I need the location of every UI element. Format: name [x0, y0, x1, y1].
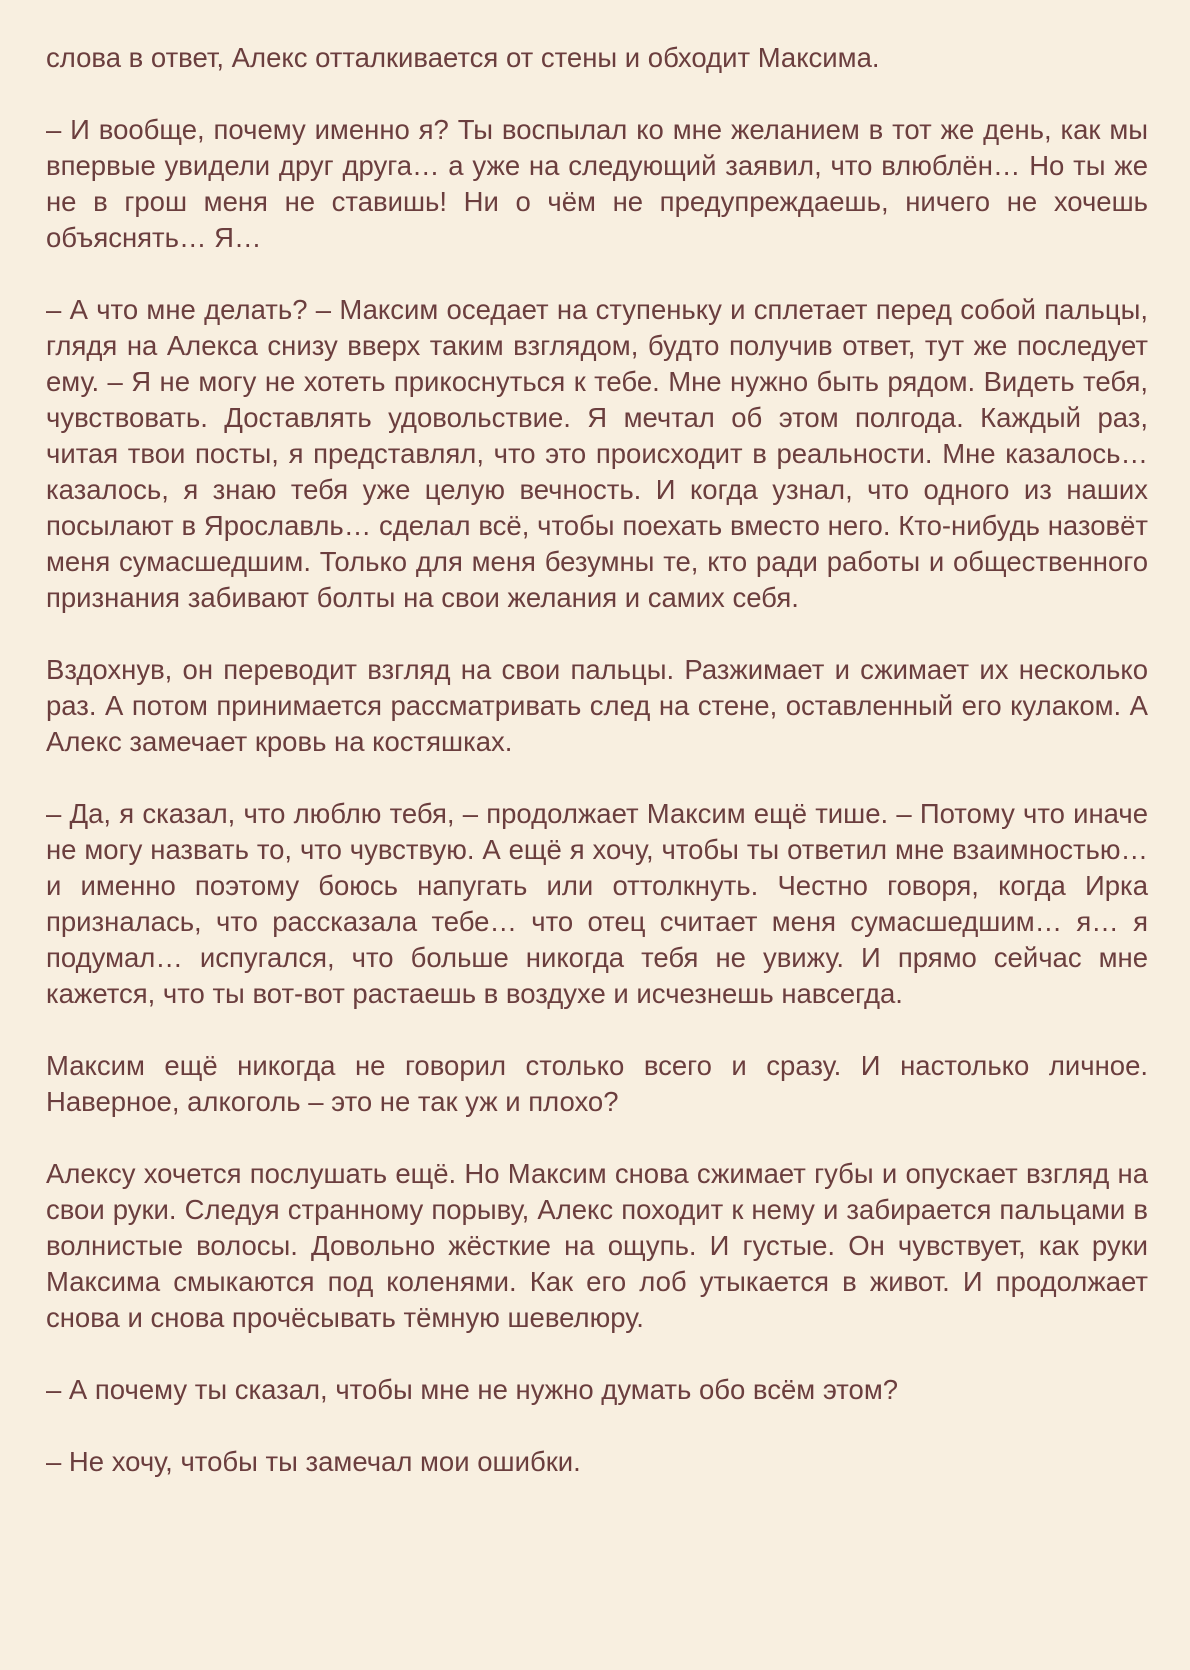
paragraph-4: Вздохнув, он переводит взгляд на свои пальцы. Разжимает и сжимает их несколько раз. А потом принимается рассматривать след на стене, оставленный его кулаком. А Алекс замечает кровь на костяшках.: [46, 654, 1148, 757]
paragraph-1: слова в ответ, Алекс отталкивается от стены и обходит Максима.: [46, 42, 880, 73]
book-page: [46, 40, 1148, 1480]
paragraph-5: – Да, я сказал, что люблю тебя, – продолжает Максим ещё тише. – Потому что иначе не могу назвать то, что чувствую. А ещё я хочу, чтобы ты ответил мне взаимностью… и именно поэтому боюсь напугать или оттолкнуть. Честно говоря, когда Ирка призналась, что рассказала тебе… что отец считает меня сумасшедшим… я… я подумал… испугался, что больше никогда тебя не увижу. И прямо сейчас мне кажется, что ты вот-вот растаешь в воздухе и исчезнешь навсегда.: [46, 798, 1148, 1009]
paragraph-2: – И вообще, почему именно я? Ты воспылал ко мне желанием в тот же день, как мы впервые увидели друг друга… а уже на следующий заявил, что влюблён… Но ты же не в грош меня не ставишь! Ни о чём не предупреждаешь, ничего не хочешь объяснять… Я…: [46, 114, 1148, 253]
paragraph-8: – А почему ты сказал, чтобы мне не нужно думать обо всём этом?: [46, 1374, 899, 1405]
paragraph-6: Максим ещё никогда не говорил столько всего и сразу. И настолько личное. Наверное, алкоголь – это не так уж и плохо?: [46, 1050, 1148, 1117]
paragraph-9: – Не хочу, чтобы ты замечал мои ошибки.: [46, 1446, 581, 1477]
paragraph-3: – А что мне делать? – Максим оседает на ступеньку и сплетает перед собой пальцы, глядя на Алекса снизу вверх таким взглядом, будто получив ответ, тут же последует ему. – Я не могу не хотеть прикоснуться к тебе. Мне нужно быть рядом. Видеть тебя, чувствовать. Доставлять удовольствие. Я мечтал об этом полгода. Каждый раз, читая твои посты, я представлял, что это происходит в реальности. Мне казалось… казалось, я знаю тебя уже целую вечность. И когда узнал, что одного из наших посылают в Ярославль… сделал всё, чтобы поехать вместо него. Кто-нибудь назовёт меня сумасшедшим. Только для меня безумны те, кто ради работы и общественного признания забивают болты на свои желания и самих себя.: [46, 294, 1148, 613]
paragraph-7: Алексу хочется послушать ещё. Но Максим снова сжимает губы и опускает взгляд на свои руки. Следуя странному порыву, Алекс походит к нему и забирается пальцами в волнистые волосы. Довольно жёсткие на ощупь. И густые. Он чувствует, как руки Максима смыкаются под коленями. Как его лоб утыкается в живот. И продолжает снова и снова прочёсывать тёмную шевелюру.: [46, 1158, 1148, 1333]
